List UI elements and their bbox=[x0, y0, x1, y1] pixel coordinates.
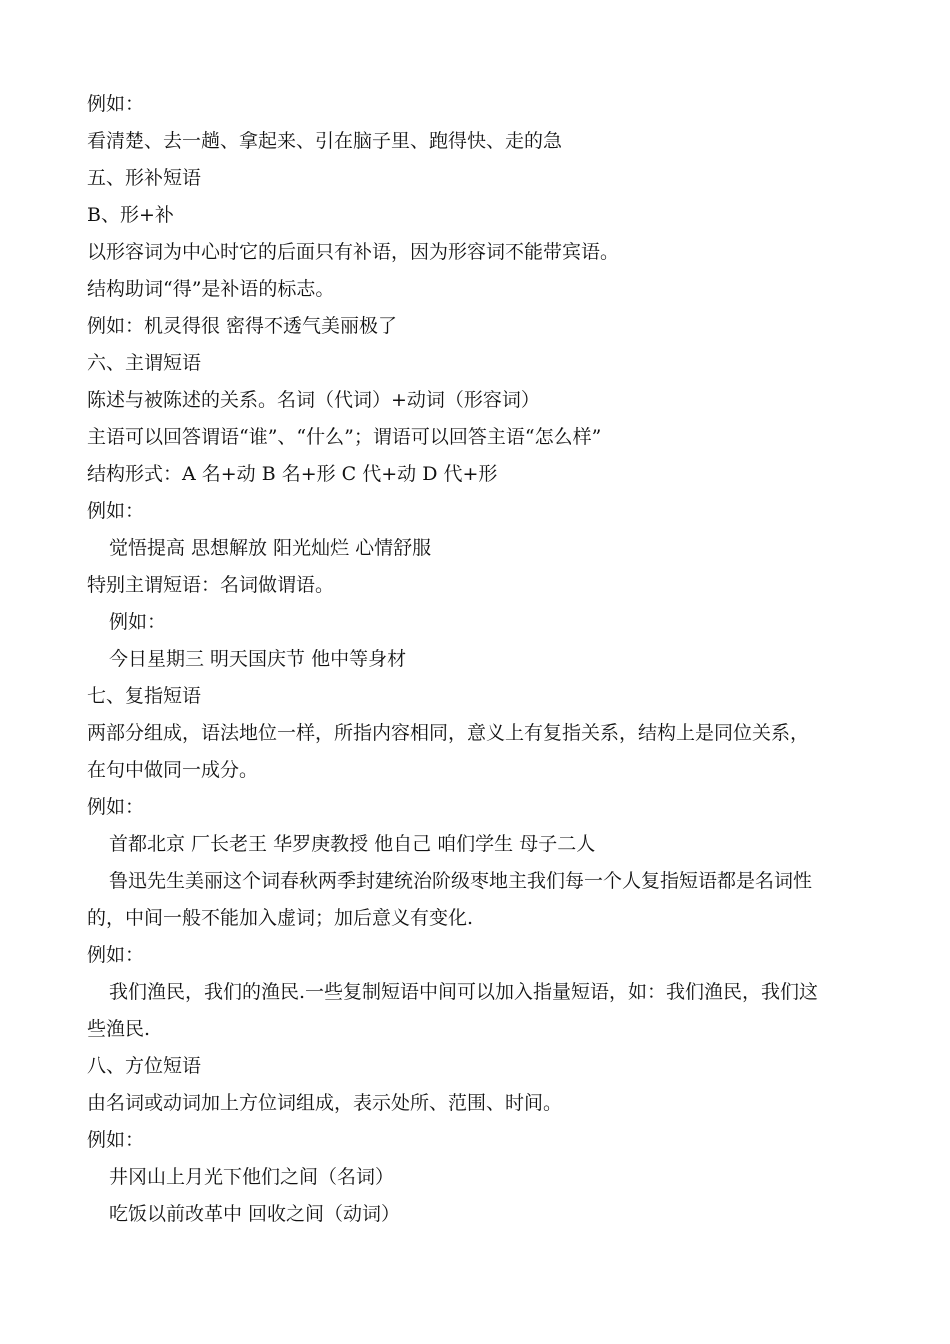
example-text: 觉悟提高 思想解放 阳光灿烂 心情舒服 bbox=[109, 537, 432, 559]
paragraph: 陈述与被陈述的关系。名词（代词）+动词（形容词） bbox=[87, 389, 540, 411]
paragraph: 以形容词为中心时它的后面只有补语，因为形容词不能带宾语。 bbox=[87, 241, 620, 263]
paragraph: 由名词或动词加上方位词组成，表示处所、范围、时间。 bbox=[87, 1092, 563, 1114]
example-text: 首都北京 厂长老王 华罗庚教授 他自己 咱们学生 母子二人 bbox=[109, 833, 596, 855]
example-text: 看清楚、去一趟、拿起来、引在脑子里、跑得快、走的急 bbox=[87, 130, 563, 152]
paragraph: 的，中间一般不能加入虚词；加后意义有变化. bbox=[87, 907, 474, 929]
section-heading-subject-predicate: 六、主谓短语 bbox=[87, 352, 202, 374]
section-heading-appositive: 七、复指短语 bbox=[87, 685, 202, 707]
example-label: 例如： bbox=[87, 500, 145, 522]
paragraph: 两部分组成，语法地位一样，所指内容相同，意义上有复指关系，结构上是同位关系， bbox=[87, 722, 810, 744]
example-label: 例如： bbox=[109, 611, 167, 633]
example-text: 我们渔民，我们的渔民.一些复制短语中间可以加入指量短语，如：我们渔民，我们这 bbox=[109, 981, 819, 1003]
document-body bbox=[87, 86, 877, 1233]
example-text: 吃饭以前改革中 回收之间（动词） bbox=[109, 1203, 401, 1225]
example-text: 井冈山上月光下他们之间（名词） bbox=[109, 1166, 395, 1188]
example-label: 例如： bbox=[87, 796, 145, 818]
paragraph: 在句中做同一成分。 bbox=[87, 759, 259, 781]
paragraph: 鲁迅先生美丽这个词春秋两季封建统治阶级枣地主我们每一个人复指短语都是名词性 bbox=[109, 870, 813, 892]
example-text: 今日星期三 明天国庆节 他中等身材 bbox=[109, 648, 407, 670]
paragraph: 结构助词“得”是补语的标志。 bbox=[87, 278, 335, 300]
example-label: 例如： bbox=[87, 93, 145, 115]
example-text: 例如：机灵得很 密得不透气美丽极了 bbox=[87, 315, 398, 337]
subheading: B、形+补 bbox=[87, 204, 174, 226]
paragraph: 些渔民. bbox=[87, 1018, 151, 1040]
section-heading-locative: 八、方位短语 bbox=[87, 1055, 202, 1077]
example-label: 例如： bbox=[87, 944, 145, 966]
example-label: 例如： bbox=[87, 1129, 145, 1151]
paragraph: 主语可以回答谓语“谁”、“什么”；谓语可以回答主语“怎么样” bbox=[87, 426, 602, 448]
section-heading-adjective-complement: 五、形补短语 bbox=[87, 167, 202, 189]
paragraph: 结构形式：A 名+动 B 名+形 C 代+动 D 代+形 bbox=[87, 463, 498, 485]
paragraph: 特别主谓短语：名词做谓语。 bbox=[87, 574, 335, 596]
